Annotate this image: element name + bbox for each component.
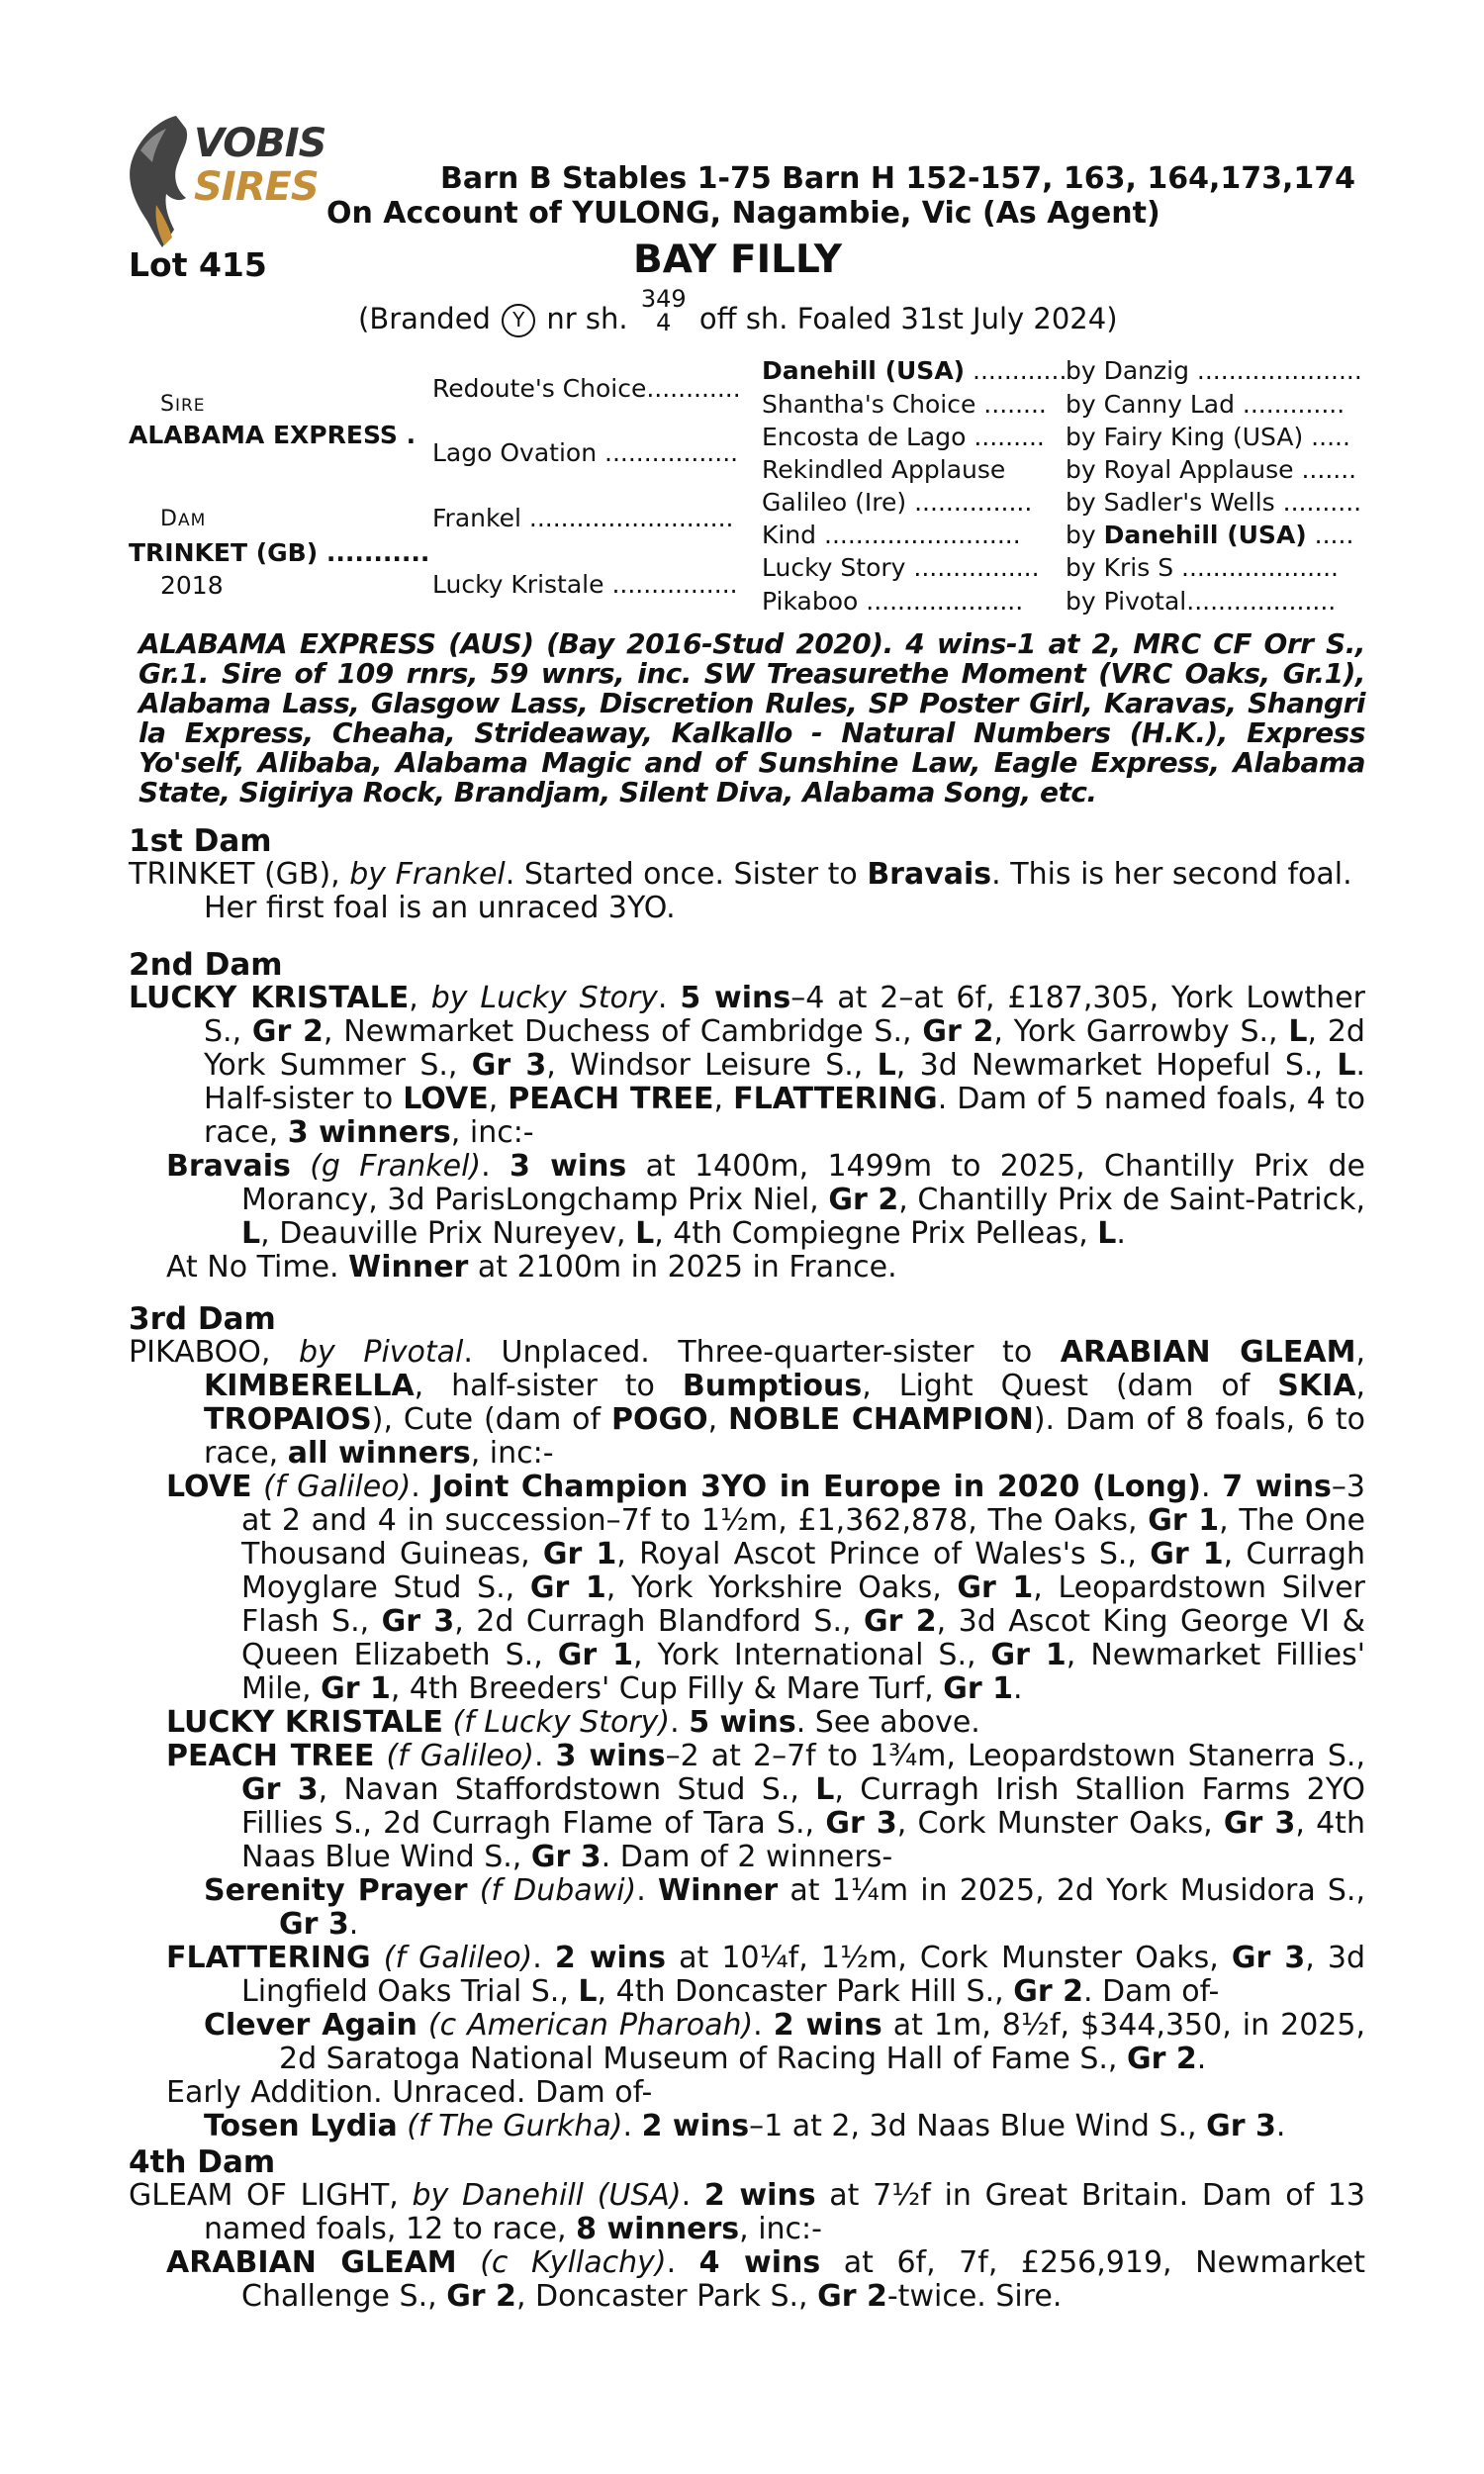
progeny-at-no-time: At No Time. Winner at 2100m in 2025 in France.	[166, 1250, 897, 1285]
progeny-tosen-lydia: Tosen Lydia (f The Gurkha). 2 wins–1 at 2, 3d Naas Blue Wind S., Gr 3.	[204, 2109, 1286, 2143]
brand-mid: nr sh.	[546, 302, 628, 335]
third-dam-text: PIKABOO, by Pivotal. Unplaced. Three-quarter-sister to ARABIAN GLEAM, KIMBERELLA, half-sister to Bumptious, Light Quest (dam of SKIA, TROPAIOS), Cute (dam of POGO, NOBLE CHAMPION). Dam of 8 foals, 6 to race, all winners, inc:-	[129, 1335, 1365, 1471]
lot-number: Lot 415	[129, 245, 267, 284]
gen4-7: by Kris S ....................	[1066, 553, 1339, 582]
third-dam-section	[129, 1302, 1365, 2143]
header-barn-stables: Barn B Stables 1-75 Barn H 152-157, 163, 164,173,174	[440, 161, 1356, 196]
logo-text-vobis: VOBIS	[194, 121, 326, 166]
gen4-2: by Canny Lad .............	[1066, 390, 1345, 419]
gen3-2: Shantha's Choice ........	[762, 390, 1047, 419]
header-on-account: On Account of YULONG, Nagambie, Vic (As Agent)	[326, 196, 1160, 231]
gen3-3: Encosta de Lago .........	[762, 423, 1045, 451]
brand-post: off sh. Foaled 31st July 2024)	[698, 302, 1118, 335]
brand-pre: (Branded	[358, 302, 491, 335]
sire-summary: ALABAMA EXPRESS (AUS) (Bay 2016-Stud 2020). 4 wins-1 at 2, MRC CF Orr S., Gr.1. Sire of 109 rnrs, 59 wnrs, inc. SW Treasurethe Moment (VRC Oaks, Gr.1), Alabama Lass, Glasgow Lass, Discretion Rules, SP Poster Girl, Karavas, Shangri la Express, Cheaha, Strideaway, Kalkallo - Natural Numbers (H.K.), Express Yo'self, Alibaba, Alabama Magic and of Sunshine Law, Eagle Express, Alabama State, Sigiriya Rock, Brandjam, Silent Diva, Alabama Song, etc.	[139, 627, 1365, 809]
gen4-8: by Pivotal...................	[1066, 587, 1337, 616]
progeny-arabian-gleam: ARABIAN GLEAM (c Kyllachy). 4 wins at 6f, 7f, £256,919, Newmarket Challenge S., Gr 2, Doncaster Park S., Gr 2-twice. Sire.	[166, 2245, 1366, 2314]
gen4-3: by Fairy King (USA) .....	[1066, 423, 1350, 451]
section-heading: 3rd Dam	[129, 1301, 276, 1337]
brand-mark-icon: Y	[502, 304, 535, 337]
progeny-lucky-kristale: LUCKY KRISTALE (f Lucky Story). 5 wins. See above.	[166, 1705, 980, 1740]
gen3-6: Kind .........................	[762, 521, 1021, 549]
gen3-4: Rekindled Applause	[762, 455, 1006, 484]
progeny-love: LOVE (f Galileo). Joint Champion 3YO in Europe in 2020 (Long). 7 wins–3 at 2 and 4 in succession–7f to 1½m, £1,362,878, The Oaks, Gr 1, The One Thousand Guineas, Gr 1, Royal Ascot Prince of Wales's S., Gr 1, Curragh Moyglare Stud S., Gr 1, York Yorkshire Oaks, Gr 1, Leopardstown Silver Flash S., Gr 3, 2d Curragh Blandford S., Gr 2, 3d Ascot King George VI & Queen Elizabeth S., Gr 1, York International S., Gr 1, Newmarket Fillies' Mile, Gr 1, 4th Breeders' Cup Filly & Mare Turf, Gr 1.	[166, 1470, 1366, 1706]
gen2-3: Frankel ..........................	[432, 504, 734, 532]
first-dam-text: TRINKET (GB), by Frankel. Started once. Sister to Bravais. This is her second foal. Her first foal is an unraced 3YO.	[129, 857, 1352, 925]
first-dam-section	[129, 824, 1365, 925]
brand-number	[641, 287, 687, 334]
horse-title: BAY FILLY	[633, 238, 843, 282]
progeny-flattering: FLATTERING (f Galileo). 2 wins at 10¼f, 1½m, Cork Munster Oaks, Gr 3, 3d Lingfield Oaks Trial S., L, 4th Doncaster Park Hill S., Gr 2. Dam of-	[166, 1941, 1365, 2009]
sire-label: SIRE	[160, 392, 206, 417]
gen3-7: Lucky Story ................	[762, 553, 1040, 582]
gen3-1: Danehill (USA) ............	[762, 356, 1067, 385]
dam-label: DAM	[160, 507, 207, 531]
section-heading: 2nd Dam	[129, 947, 283, 983]
logo-text-sires: SIRES	[194, 164, 319, 210]
progeny-peach-tree: PEACH TREE (f Galileo). 3 wins–2 at 2–7f to 1¾m, Leopardstown Stanerra S., Gr 3, Navan Staffordstown Stud S., L, Curragh Irish Stallion Farms 2YO Fillies S., 2d Curragh Flame of Tara S., Gr 3, Cork Munster Oaks, Gr 3, 4th Naas Blue Wind S., Gr 3. Dam of 2 winners-	[166, 1739, 1366, 1874]
brand-number-bottom: 4	[656, 309, 672, 336]
vobis-sires-logo	[117, 111, 325, 249]
sire-name: ALABAMA EXPRESS .	[129, 421, 417, 449]
progeny-early-addition: Early Addition. Unraced. Dam of-	[166, 2075, 653, 2110]
dam-name: TRINKET (GB) ...........	[129, 538, 430, 567]
second-dam-text: LUCKY KRISTALE, by Lucky Story. 5 wins–4 at 2–at 6f, £187,305, York Lowther S., Gr 2, Newmarket Duchess of Cambridge S., Gr 2, York Garrowby S., L, 2d York Summer S., Gr 3, Windsor Leisure S., L, 3d Newmarket Hopeful S., L. Half-sister to LOVE, PEACH TREE, FLATTERING. Dam of 5 named foals, 4 to race, 3 winners, inc:-	[129, 981, 1365, 1150]
progeny-clever-again: Clever Again (c American Pharoah). 2 wins at 1m, 8½f, $344,350, in 2025, 2d Saratoga National Museum of Racing Hall of Fame S., Gr 2.	[204, 2008, 1366, 2076]
second-dam-section	[129, 948, 1365, 1285]
gen2-4: Lucky Kristale ................	[432, 570, 738, 599]
fourth-dam-text: GLEAM OF LIGHT, by Danehill (USA). 2 wins at 7½f in Great Britain. Dam of 13 named foals, 12 to race, 8 winners, inc:-	[129, 2178, 1366, 2246]
gen2-1: Redoute's Choice............	[432, 374, 741, 403]
brand-line	[358, 285, 1118, 344]
fourth-dam-section	[129, 2145, 1365, 2314]
horse-head-icon	[117, 111, 206, 249]
progeny-bravais: Bravais (g Frankel). 3 wins at 1400m, 1499m to 2025, Chantilly Prix de Morancy, 3d ParisLongchamp Prix Niel, Gr 2, Chantilly Prix de Saint-Patrick, L, Deauville Prix Nureyev, L, 4th Compiegne Prix Pelleas, L.	[166, 1149, 1366, 1251]
gen4-5: by Sadler's Wells ..........	[1066, 488, 1362, 517]
dam-year: 2018	[160, 571, 224, 600]
gen4-6: by Danehill (USA) .....	[1066, 521, 1354, 549]
section-heading: 4th Dam	[129, 2144, 276, 2180]
gen3-5: Galileo (Ire) ...............	[762, 488, 1033, 517]
gen3-8: Pikaboo ....................	[762, 587, 1024, 616]
gen4-4: by Royal Applause .......	[1066, 455, 1357, 484]
brand-number-top: 349	[640, 285, 687, 313]
gen2-2: Lago Ovation .................	[432, 438, 739, 467]
gen4-1: by Danzig .....................	[1066, 356, 1362, 385]
progeny-serenity-prayer: Serenity Prayer (f Dubawi). Winner at 1¼m in 2025, 2d York Musidora S., Gr 3.	[204, 1873, 1365, 1942]
section-heading: 1st Dam	[129, 823, 272, 859]
